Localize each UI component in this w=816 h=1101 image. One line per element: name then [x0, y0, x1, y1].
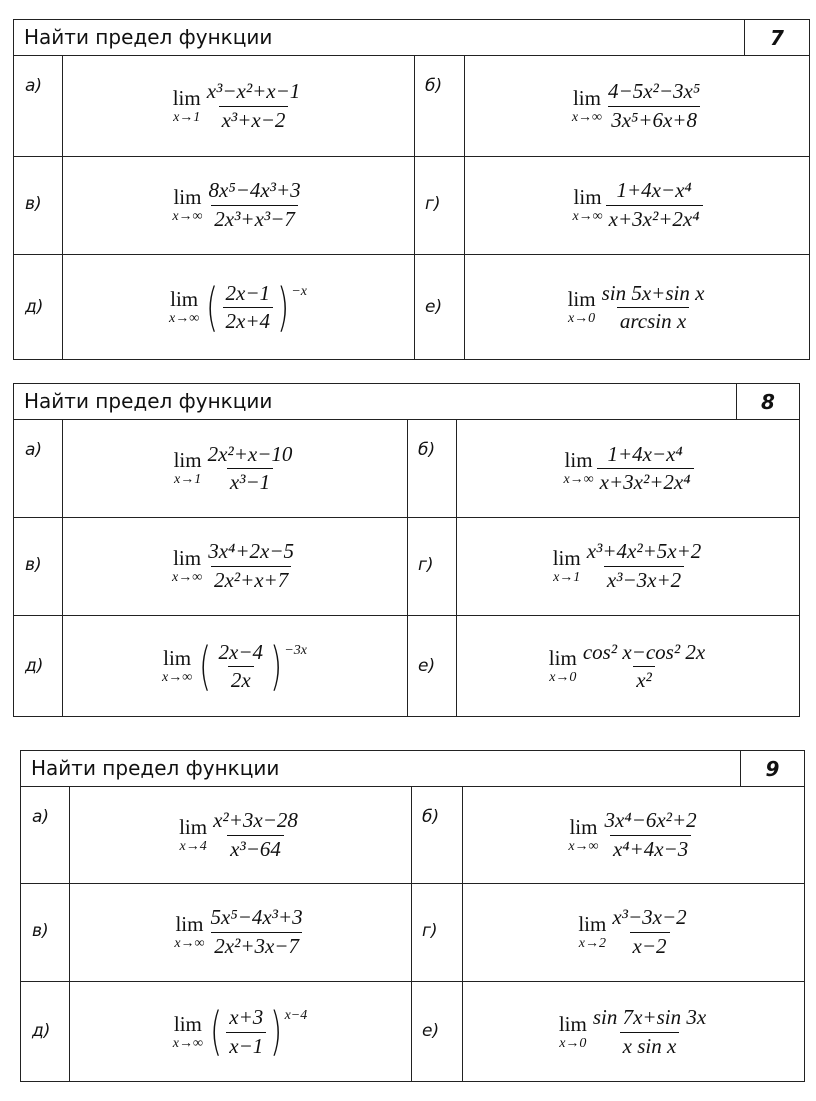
- block-title: Найти предел функции: [24, 25, 273, 49]
- lim-word: lim: [573, 184, 602, 209]
- problem-block-1: [13, 19, 810, 360]
- lim-subscript: x→0: [559, 1035, 587, 1051]
- lim-word: lim: [172, 85, 201, 110]
- limit-cell: [464, 156, 811, 254]
- item-label: в): [25, 194, 42, 214]
- lim-subscript: x→∞: [172, 569, 203, 585]
- denominator: 2x²+x+7: [211, 566, 291, 592]
- lim-operator: [172, 1011, 203, 1051]
- lim-subscript: x→1: [553, 569, 581, 585]
- block-number: 8: [736, 384, 799, 419]
- limit-cell: [462, 883, 806, 981]
- lim-word: lim: [572, 85, 601, 110]
- lim-subscript: x→2: [578, 935, 606, 951]
- numerator: 5x⁵−4x³+3: [210, 905, 303, 930]
- item-label: д): [25, 296, 44, 317]
- limit-cell: [62, 254, 414, 361]
- limit-formula: [172, 540, 297, 591]
- limit-formula: [174, 906, 305, 957]
- item-label: б): [418, 440, 436, 460]
- lim-operator: [572, 184, 603, 224]
- lim-word: lim: [552, 545, 581, 570]
- lim-word: lim: [163, 646, 192, 670]
- limit-cell: [462, 981, 806, 1083]
- lim-subscript: x→∞: [172, 1035, 203, 1051]
- column-divider: [414, 56, 415, 359]
- limit-cell: [62, 517, 407, 615]
- numerator: 1+4x−x⁴: [616, 178, 692, 203]
- block-header: [14, 20, 809, 56]
- column-divider: [407, 420, 408, 716]
- lim-operator: [552, 545, 581, 585]
- limit-cell: [456, 615, 801, 718]
- fraction: [605, 80, 703, 131]
- item-label: г): [425, 194, 441, 214]
- lim-subscript: x→∞: [568, 838, 599, 854]
- lim-subscript: x→0: [567, 311, 596, 326]
- limit-cell: [62, 420, 407, 517]
- right-paren: ): [277, 277, 290, 338]
- limit-cell: [464, 254, 811, 361]
- numerator: 3x⁴+2x−5: [208, 539, 294, 564]
- numerator: 4−5x²−3x⁵: [608, 79, 701, 104]
- limit-cell: [464, 56, 811, 156]
- problem-block-2: [13, 383, 800, 717]
- item-label: е): [425, 296, 443, 317]
- numerator: 2x−1: [225, 280, 271, 305]
- lim-operator: [568, 814, 599, 854]
- right-paren: ): [270, 1002, 283, 1062]
- fraction: [208, 906, 306, 957]
- limit-formula: [553, 540, 705, 591]
- block-number: 7: [744, 20, 809, 55]
- lim-operator: [172, 85, 201, 125]
- lim-operator: [162, 648, 192, 685]
- limit-formula: [174, 443, 296, 494]
- fraction: [599, 282, 708, 333]
- denominator: x⁴+4x−3: [610, 835, 691, 861]
- fraction: [204, 80, 304, 131]
- numerator: x²+3x−28: [213, 808, 298, 833]
- fraction: [597, 443, 694, 494]
- limit-cell: [69, 981, 411, 1083]
- numerator: 2x−4: [218, 639, 264, 664]
- denominator: x sin x: [620, 1032, 680, 1058]
- lim-subscript: x→1: [173, 472, 202, 487]
- numerator: sin 7x+sin 3x: [592, 1005, 707, 1030]
- numerator: 1+4x−x⁴: [607, 441, 683, 466]
- lim-word: lim: [569, 814, 598, 839]
- left-paren: (: [210, 1002, 223, 1062]
- lim-operator: [549, 648, 577, 685]
- lim-subscript: x→∞: [162, 670, 193, 685]
- limit-formula: [549, 641, 708, 692]
- limit-formula: [172, 179, 303, 230]
- limit-formula: [162, 636, 307, 697]
- item-label: д): [32, 1021, 51, 1041]
- fraction: [590, 1006, 709, 1057]
- lim-operator: [571, 85, 603, 125]
- limit-formula: [169, 277, 307, 338]
- denominator: x−1: [226, 1032, 266, 1058]
- item-label: а): [25, 76, 43, 96]
- fraction: [223, 282, 274, 333]
- lim-subscript: x→∞: [169, 311, 200, 326]
- limit-formula: [572, 80, 703, 131]
- lim-word: lim: [558, 1011, 587, 1036]
- lim-word: lim: [578, 911, 607, 936]
- item-label: б): [422, 807, 440, 827]
- denominator: x²: [633, 666, 655, 692]
- limit-formula: [173, 80, 304, 131]
- fraction: [609, 906, 689, 957]
- left-paren: (: [206, 277, 219, 338]
- limit-cell: [62, 615, 407, 718]
- limit-formula: [179, 809, 301, 860]
- lim-operator: [568, 289, 596, 326]
- lim-word: lim: [173, 184, 202, 209]
- lim-subscript: x→4: [179, 838, 207, 854]
- numerator: 8x⁵−4x³+3: [208, 178, 301, 203]
- numerator: x³−x²+x−1: [206, 79, 301, 104]
- limit-cell: [62, 156, 414, 254]
- denominator: x³+x−2: [219, 106, 289, 132]
- limit-formula: [568, 809, 699, 860]
- item-label: г): [418, 555, 434, 575]
- block-title: Найти предел функции: [24, 389, 273, 413]
- denominator: x³−1: [227, 468, 273, 494]
- item-label: а): [32, 807, 50, 827]
- numerator: 2x²+x−10: [207, 441, 293, 466]
- lim-operator: [558, 1011, 587, 1051]
- limit-cell: [462, 787, 806, 883]
- fraction: [206, 179, 304, 230]
- lim-word: lim: [548, 646, 577, 670]
- lim-subscript: x→∞: [571, 109, 603, 125]
- lim-word: lim: [179, 814, 208, 839]
- denominator: x³−3x+2: [604, 566, 684, 592]
- lim-operator: [578, 911, 607, 951]
- denominator: x+3x²+2x⁴: [597, 468, 694, 494]
- denominator: x−2: [630, 932, 670, 958]
- denominator: x+3x²+2x⁴: [606, 205, 703, 231]
- item-label: е): [418, 655, 436, 676]
- lim-subscript: x→∞: [563, 472, 594, 487]
- item-label: в): [32, 921, 49, 941]
- limit-cell: [62, 56, 414, 156]
- lim-operator: [563, 450, 593, 487]
- denominator: 2x: [228, 666, 254, 692]
- fraction: [226, 1006, 266, 1057]
- block-header: [21, 751, 804, 787]
- fraction: [602, 809, 700, 860]
- limit-formula: [572, 179, 702, 230]
- lim-operator: [179, 814, 208, 854]
- lim-operator: [169, 289, 199, 326]
- lim-word: lim: [173, 545, 202, 570]
- item-label: б): [425, 76, 443, 96]
- item-label: г): [422, 921, 438, 941]
- limit-formula: [568, 282, 708, 333]
- fraction: [584, 540, 705, 591]
- lim-word: lim: [567, 287, 596, 311]
- denominator: arcsin x: [617, 307, 689, 333]
- item-label: а): [25, 440, 43, 460]
- lim-word: lim: [173, 448, 202, 472]
- block-number: 9: [740, 751, 804, 786]
- fraction: [216, 641, 267, 692]
- lim-word: lim: [564, 448, 593, 472]
- lim-word: lim: [170, 287, 199, 311]
- denominator: 2x+4: [223, 307, 274, 333]
- exponent: x−4: [284, 1008, 308, 1023]
- denominator: x³−64: [227, 835, 284, 861]
- limit-cell: [69, 787, 411, 883]
- fraction: [210, 809, 301, 860]
- limit-formula: [563, 443, 693, 494]
- limit-cell: [69, 883, 411, 981]
- limit-formula: [172, 1002, 308, 1062]
- limit-cell: [456, 420, 801, 517]
- lim-operator: [174, 911, 205, 951]
- limit-cell: [456, 517, 801, 615]
- denominator: 2x³+x³−7: [211, 205, 298, 231]
- item-label: в): [25, 555, 42, 575]
- lim-subscript: x→1: [173, 109, 201, 125]
- lim-operator: [172, 184, 203, 224]
- lim-subscript: x→∞: [172, 208, 203, 224]
- numerator: x+3: [229, 1005, 264, 1030]
- fraction: [205, 540, 297, 591]
- numerator: sin 5x+sin x: [601, 280, 705, 305]
- numerator: cos² x−cos² 2x: [582, 639, 706, 664]
- right-paren: ): [270, 636, 283, 697]
- denominator: 2x²+3x−7: [211, 932, 302, 958]
- left-paren: (: [199, 636, 212, 697]
- denominator: 3x⁵+6x+8: [608, 106, 700, 132]
- lim-operator: [172, 545, 203, 585]
- lim-word: lim: [173, 1011, 202, 1036]
- numerator: x³+4x²+5x+2: [586, 539, 702, 564]
- numerator: x³−3x−2: [612, 905, 687, 930]
- item-label: е): [422, 1021, 440, 1041]
- fraction: [205, 443, 296, 494]
- lim-subscript: x→∞: [174, 935, 205, 951]
- column-divider: [411, 787, 412, 1081]
- lim-operator: [174, 450, 202, 487]
- lim-word: lim: [175, 911, 204, 936]
- exponent: −3x: [284, 642, 307, 658]
- problem-block-3: [20, 750, 805, 1082]
- block-header: [14, 384, 799, 420]
- fraction: [606, 179, 703, 230]
- fraction: [580, 641, 708, 692]
- limit-formula: [559, 1006, 709, 1057]
- lim-subscript: x→∞: [572, 208, 603, 224]
- exponent: −x: [291, 283, 307, 299]
- numerator: 3x⁴−6x²+2: [604, 808, 697, 833]
- item-label: д): [25, 655, 44, 676]
- limit-formula: [578, 906, 689, 957]
- lim-subscript: x→0: [549, 670, 577, 685]
- block-title: Найти предел функции: [31, 756, 280, 780]
